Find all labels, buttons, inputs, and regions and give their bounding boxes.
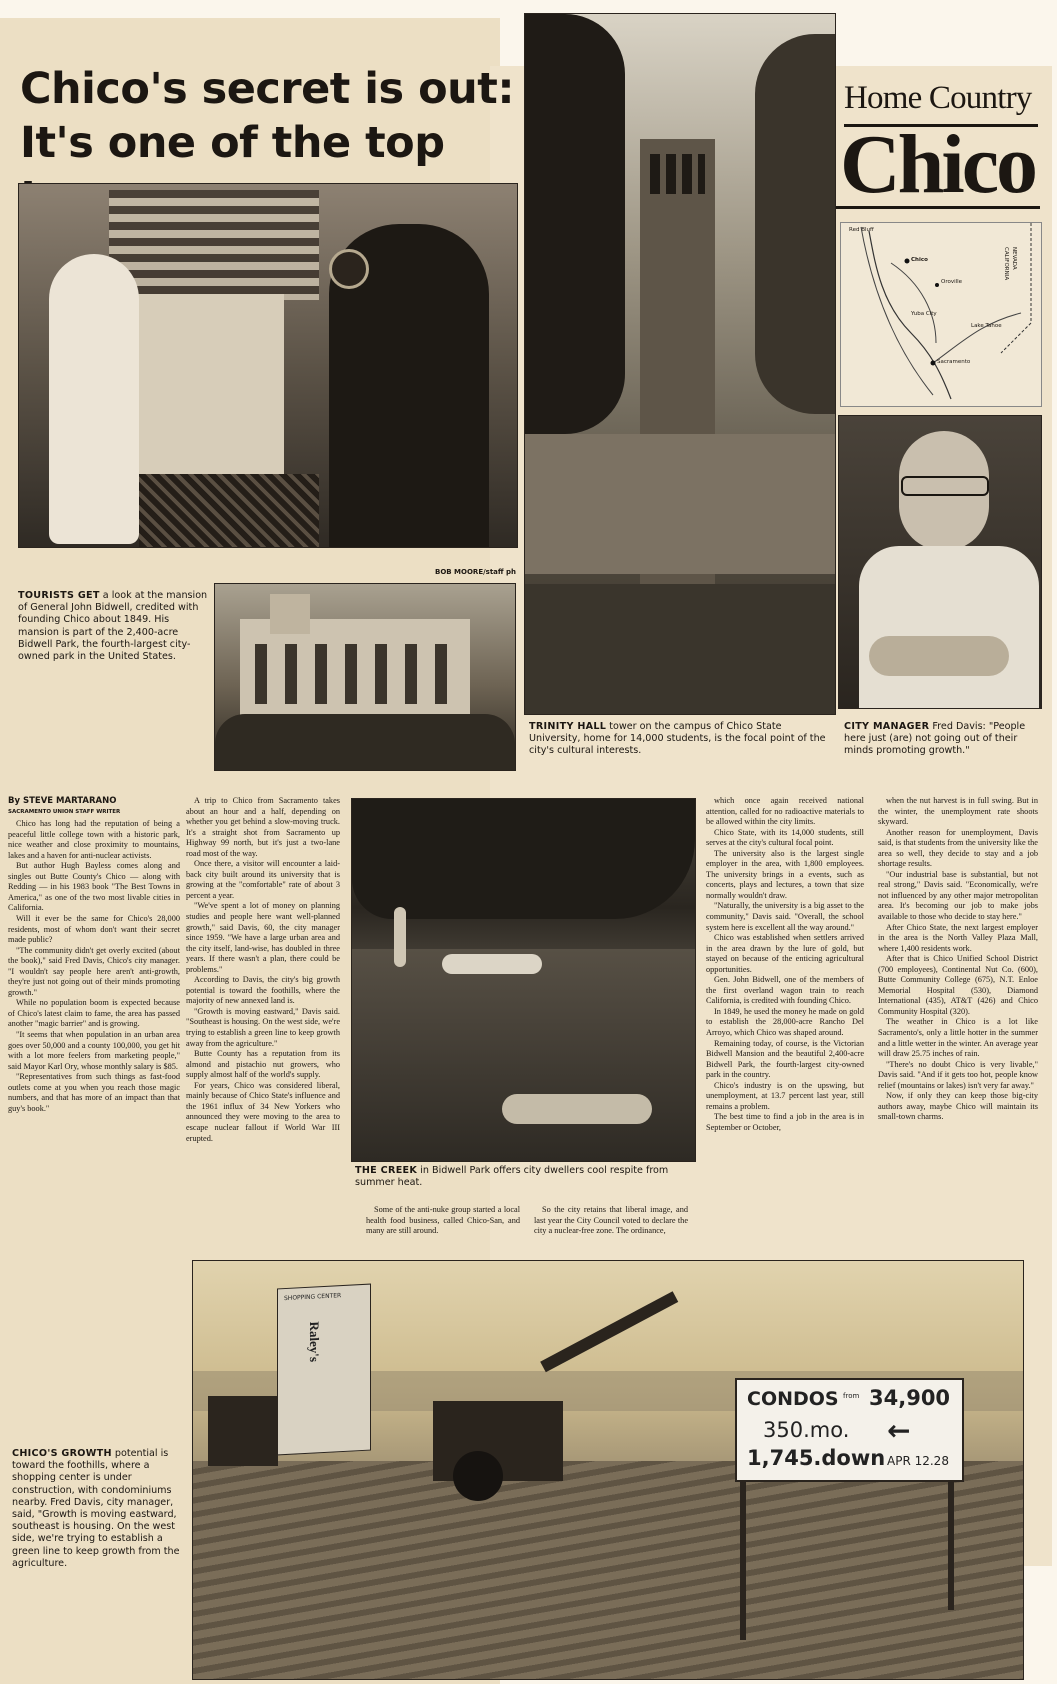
article-column-6 <box>878 796 1038 1251</box>
col5-para: The best time to find a job in the area is in September or October, <box>706 1112 864 1132</box>
col6-para: After that is Chico Unified School District (700 employees), Continental Nut Co. (600), Butte Community College (675), N.T. Enloe Memorial Hospital (530), Diamond International (435), AT&T (426) and Chico Community Hospital (320). <box>878 954 1038 1016</box>
caption-growth <box>12 1448 187 1570</box>
swimmer-standing <box>394 907 406 967</box>
sign-post-right <box>948 1480 954 1610</box>
mansion-tower <box>270 594 310 634</box>
article-column-5 <box>706 796 864 1251</box>
caption-trinity-lead: TRINITY HALL <box>529 721 607 732</box>
flag-drape <box>109 190 319 300</box>
headline-line1: Chico's secret is out: <box>20 64 515 114</box>
fred-davis-portrait-photo <box>838 415 1042 709</box>
inner-tube <box>502 1094 652 1124</box>
map-state-line <box>1001 223 1031 353</box>
caption-tourists-lead: TOURISTS GET <box>18 590 100 601</box>
tree-right <box>755 34 836 414</box>
map-label-lake-tahoe: Lake Tahoe <box>971 323 1002 329</box>
map-label-california: CALIFORNIA <box>1003 247 1009 281</box>
map-highway-99 <box>891 263 936 343</box>
map-sacramento-dot <box>931 361 936 366</box>
carpet <box>139 474 319 547</box>
sign-condos: CONDOS <box>747 1388 839 1410</box>
ground <box>193 1461 1023 1679</box>
col6-para: The weather in Chico is a lot like Sacramento's, only a little hotter in the summer and a little wetter in the winter. An average year will draw 25.75 inches of rain. <box>878 1017 1038 1059</box>
creek-trees <box>352 799 695 919</box>
portrait-shirt <box>859 546 1039 708</box>
caption-trinity-hall <box>529 721 829 758</box>
sign-arrow-icon: ← <box>887 1414 911 1447</box>
col2-para: "Growth is moving eastward," Davis said. "Southeast is housing. On the west side, we're trying to establish a green line to keep growth away from the agriculture." <box>186 1006 340 1048</box>
caption-creek-text: in Bidwell Park offers city dwellers cool respite from summer heat. <box>355 1165 669 1189</box>
col2-para: Once there, a visitor will encounter a laid-back city built around its university that is growing at the "comfortable" rate of about 3 percent a year. <box>186 859 340 900</box>
map-label-yuba-city: Yuba City <box>911 311 937 317</box>
col5-para: In 1849, he used the money he made on gold to establish the 28,000-acre Rancho Del Arroyo, which Chico was shaped around. <box>706 1006 864 1038</box>
tree-left <box>524 14 625 434</box>
col6-para: "There's no doubt Chico is very livable," Davis said. "And if it gets too hot, people know relief (mountains or lakes) isn't very far away." <box>878 1059 1038 1090</box>
article-column-4 <box>534 1205 688 1249</box>
caption-trinity-text: tower on the campus of Chico State University, home for 14,000 students, is the focal point of the city's cultural interests. <box>529 721 826 757</box>
sign-post-left <box>740 1480 746 1640</box>
mansion-exterior-photo <box>214 583 516 771</box>
portrait-hands <box>869 636 1009 676</box>
col6-para: Another reason for unemployment, Davis said, is that students from the university like the area so well, they decide to stay and a job shortage results. <box>878 827 1038 869</box>
sign-price: 34,900 <box>869 1386 951 1410</box>
caption-city-manager-lead: CITY MANAGER <box>844 721 930 732</box>
map-label-sacramento: Sacramento <box>937 359 971 365</box>
col1-para: "Representatives from such things as fast-food outlets come at you when you reach those magic numbers, and that has more of an impact than that guy's book." <box>8 1072 180 1113</box>
col1-para: While no population boom is expected because of Chico's latest claim to fame, the area has passed another "magic barrier" and is growing. <box>8 998 180 1029</box>
tower-arches <box>650 154 705 194</box>
col5-para: Gen. John Bidwell, one of the members of the first overland wagon train to reach California, is credited with founding Chico. <box>706 975 864 1006</box>
col5-para: Remaining today, of course, is the Victorian Bidwell Mansion and the beautiful 2,400-acre Bidwell Park, the fourth-largest city-owned park in the country. <box>706 1038 864 1080</box>
mansion-interior-photo <box>18 183 518 548</box>
creek-swimmers-photo <box>351 798 696 1162</box>
tractor <box>208 1396 278 1466</box>
col1-para: Chico has long had the reputation of being a peaceful little college town with a historic park, nice weather and close proximity to mountains, lakes and a haven for anti-nuclear activists. <box>8 819 180 860</box>
condos-sign <box>735 1378 964 1482</box>
caption-growth-lead: CHICO'S GROWTH <box>12 1448 112 1459</box>
article-column-3 <box>366 1205 520 1249</box>
shopping-center-sign <box>277 1284 371 1456</box>
map-label-oroville: Oroville <box>941 279 963 285</box>
shrubs <box>215 714 515 770</box>
caption-city-manager-text: Fred Davis: "People here just (are) not going out of their minds promoting growth." <box>844 721 1026 757</box>
swimmers-raft <box>442 954 542 974</box>
visitor-man <box>49 254 139 544</box>
col5-para: Chico's industry is on the upswing, but unemployment, at 13.7 percent last year, still remains a problem. <box>706 1080 864 1111</box>
col6-para: when the nut harvest is in full swing. But in the winter, the unemployment rate shoots skyward. <box>878 796 1038 827</box>
col5-para: "Naturally, the university is a big asset to the community," Davis said. "Overall, the school system here is excellent all the way around." <box>706 901 864 932</box>
col1-para: Will it ever be the same for Chico's 28,000 residents, most of whom don't want their secret made public? <box>8 914 180 945</box>
byline-affiliation: SACRAMENTO UNION STAFF WRITER <box>8 808 121 815</box>
col2-para: A trip to Chico from Sacramento takes about an hour and a half, depending on whether you get behind a slow-moving truck. It's a straight shot from Sacramento up Highway 99 north, but it's just a two-lane road most of the way. <box>186 796 340 858</box>
map-chico-dot <box>905 259 910 264</box>
sign2-store: Raley's <box>307 1321 322 1363</box>
map-highway-80 <box>933 313 1021 363</box>
col6-para: After Chico State, the next largest employer in the area is the North Valley Plaza Mall, where 1,400 residents work. <box>878 922 1038 953</box>
col6-para: "Our industrial base is substantial, but not real strong," Davis said. "Economically, we're not influenced by any other major metropolitan area. It's becoming our job to make jobs available to those who decide to stay here." <box>878 869 1038 922</box>
article-column-1 <box>8 796 180 1248</box>
map-river <box>869 231 951 399</box>
sign2-text: SHOPPING CENTER <box>284 1292 342 1303</box>
backhoe-arm <box>540 1291 678 1372</box>
col1-para: "It seems that when population in an urban area goes over 50,000 and a county 100,000, you get hit with a lot more feelers from marketing people," said Mayor Karl Ory, whose monthly salary is $85. <box>8 1030 180 1071</box>
hall-building <box>525 434 835 574</box>
sign-from: from <box>843 1392 860 1400</box>
col4-para: So the city retains that liberal image, and last year the City Council voted to declare the city a nuclear-free zone. The ordinance, <box>534 1205 688 1236</box>
mansion-windows <box>255 644 455 704</box>
backhoe-wheel <box>453 1451 503 1501</box>
wall-clock <box>329 249 369 289</box>
creek-water <box>352 949 695 1161</box>
lawn <box>525 584 835 714</box>
col2-para: "We've spent a lot of money on planning studies and people here want well-planned growth," said Davis, 60, the city manager since 1959. "We have a large urban area and the city itself, land-wise, has doubled in three years. If there wasn't a plan, there could be problems." <box>186 901 340 974</box>
col2-para: For years, Chico was considered liberal, mainly because of Chico State's influence and the 1961 influx of 34 New Yorkers who announced they were moving to the area to escape nuclear fallout if World War III erupted. <box>186 1080 340 1143</box>
article-column-2 <box>186 796 340 1248</box>
map-oroville-dot <box>935 283 939 287</box>
photo-credit: BOB MOORE/staff ph <box>435 568 516 576</box>
caption-creek <box>355 1165 695 1189</box>
byline-name: By STEVE MARTARANO <box>8 796 117 806</box>
col2-para: According to Davis, the city's big growth potential is toward the foothills, where the majority of new annexed land is. <box>186 975 340 1006</box>
headline-line2: It's one of the top <box>20 118 445 168</box>
caption-tourists-text: a look at the mansion of General John Bidwell, credited with founding Chico about 1849. His mansion is part of the 2,400-acre Bidwell Park, the fourth-largest city-owned park in the United States. <box>18 590 208 663</box>
section-title: Chico <box>840 118 1035 211</box>
caption-creek-lead: THE CREEK <box>355 1165 418 1176</box>
section-kicker: Home Country <box>844 80 1032 116</box>
col5-para: The university also is the largest single employer in the area, with 1,800 employees. The university brings in a events, such as concerts, plays and lectures, a town that size normally wouldn't draw. <box>706 848 864 900</box>
locator-map <box>840 222 1042 407</box>
col6-para: Now, if only they can keep those big-city authors away, maybe Chico will maintain its small-town charms. <box>878 1091 1038 1122</box>
map-label-nevada: NEVADA <box>1011 247 1017 270</box>
col2-para: Butte County has a reputation from its almond and pistachio nut growers, who supply almost half of the world's supply. <box>186 1049 340 1080</box>
caption-tourists <box>18 590 208 663</box>
caption-city-manager <box>844 721 1040 758</box>
col1-para: But author Hugh Bayless comes along and singles out Butte County's Chico — along with Redding — in his 1983 book "The Best Towns in America," as one of the two most livable cities in California. <box>8 861 180 913</box>
col5-para: which once again received national attention, called for no radioactive materials to be allowed within the city limits. <box>706 796 864 827</box>
col1-para: "The community didn't get overly excited (about the book)," said Fred Davis, Chico's city manager. "I wouldn't say people here aren't anti-growth, they're just not going out of their minds promoting growth." <box>8 945 180 997</box>
portrait-glasses <box>901 476 989 496</box>
sign-down: 1,745.down <box>747 1446 886 1470</box>
sign-apr: APR 12.28 <box>887 1454 949 1468</box>
col5-para: Chico was established when settlers arrived in the area drawn by the lure of gold, but stayed on because of the enticing agricultural opportunities. <box>706 933 864 974</box>
sign-monthly: 350.mo. <box>763 1418 850 1442</box>
col5-para: Chico State, with its 14,000 students, still serves at the city's cultural focal point. <box>706 827 864 848</box>
caption-growth-text: potential is toward the foothills, where a shopping center is under construction, with condominiums nearby. Fred Davis, city manager, said, "Growth is moving eastward, southeast is housing. On the west side, we're trying to establish a green line to keep growth from the agriculture. <box>12 1448 180 1569</box>
trinity-hall-tower-photo <box>524 13 836 715</box>
section-flag <box>836 66 1040 209</box>
col3-para: Some of the anti-nuke group started a local health food business, called Chico-San, and many are still around. <box>366 1205 520 1236</box>
map-label-chico: Chico <box>911 257 928 263</box>
map-label-red-bluff: Red Bluff <box>849 227 874 233</box>
